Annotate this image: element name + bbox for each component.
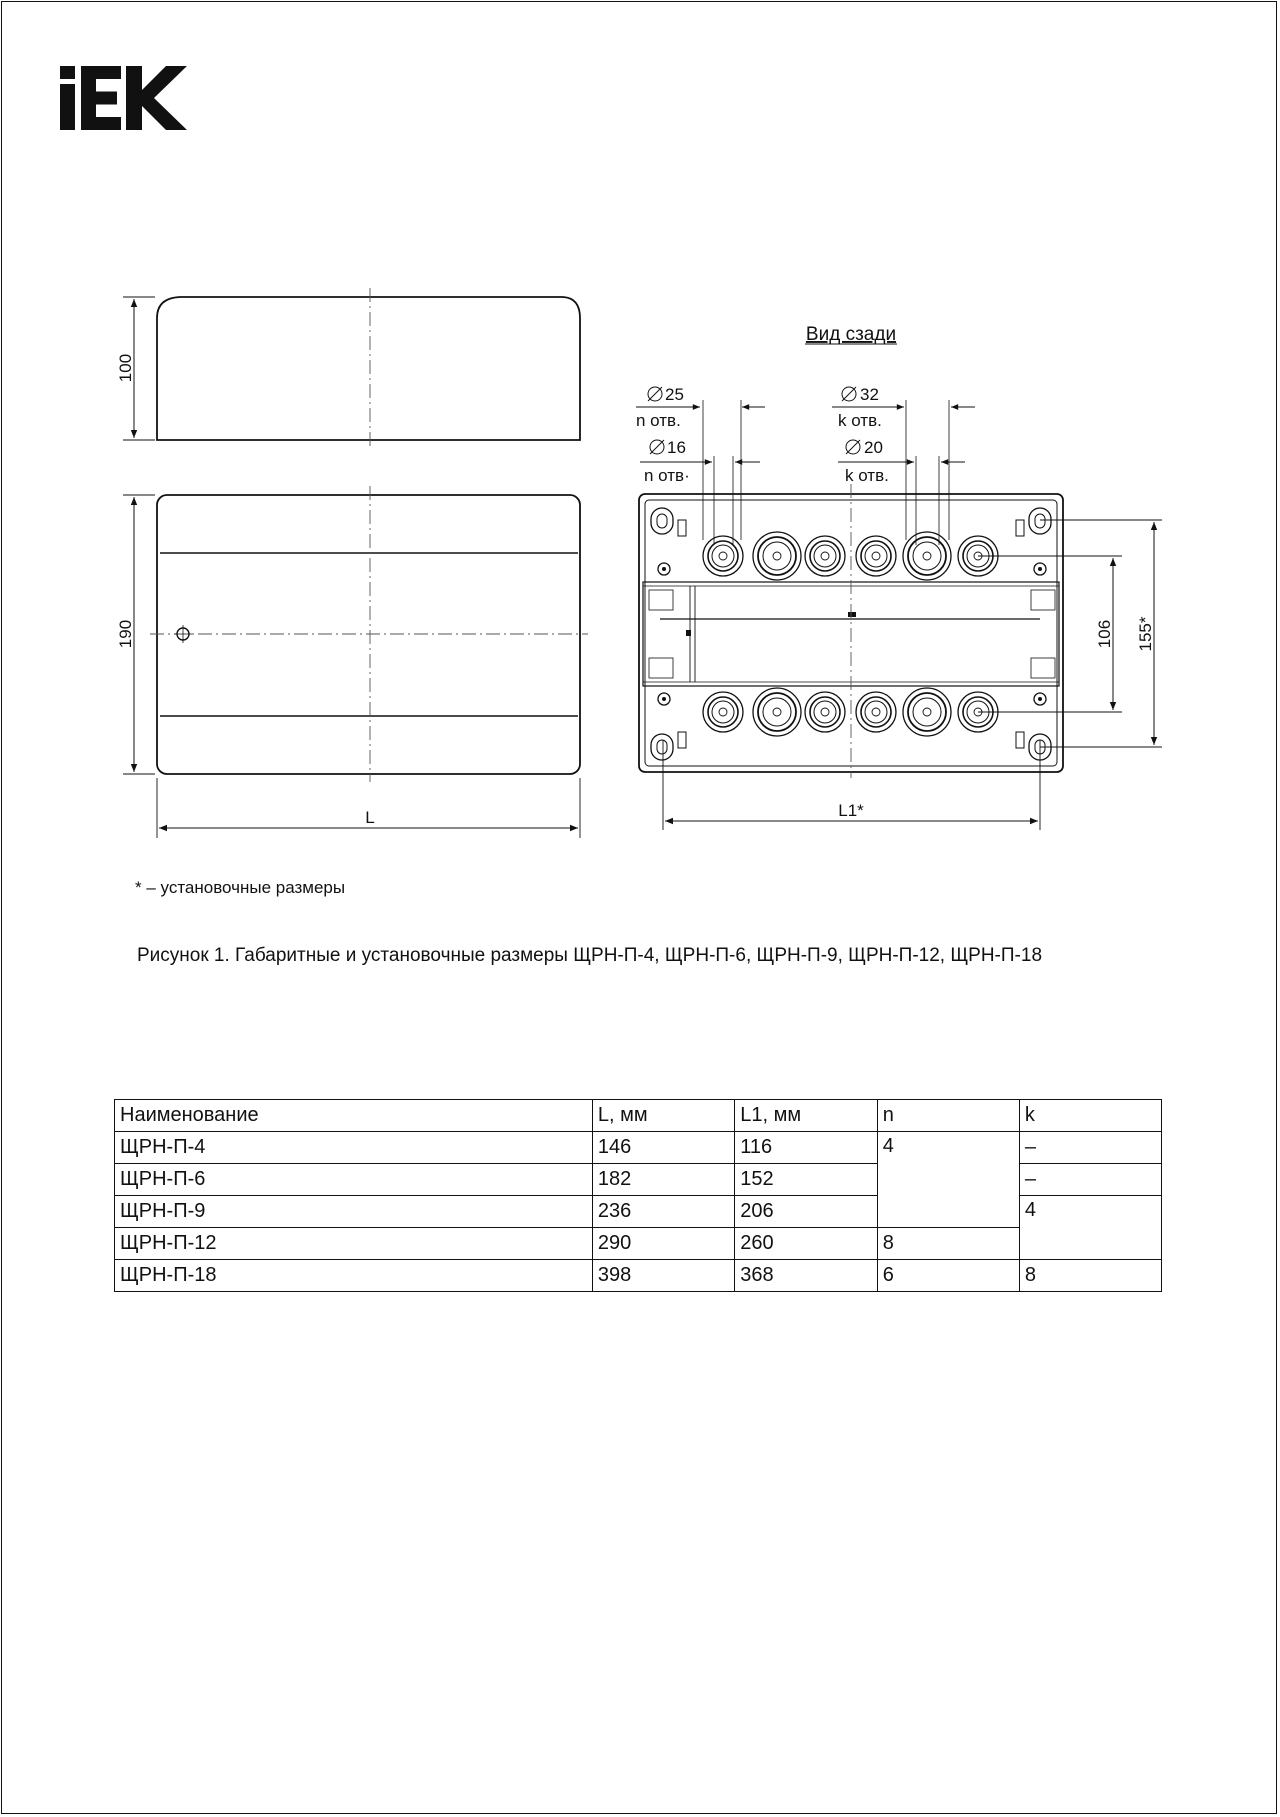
figure-caption: Рисунок 1. Габаритные и установочные размеры ЩРН-П-4, ЩРН-П-6, ЩРН-П-9, ЩРН-П-12, ЩРН-П-18	[137, 945, 1043, 966]
hole-25-diam: 25	[665, 385, 684, 404]
cell-n: 6	[877, 1260, 1019, 1292]
table-row	[115, 1132, 1162, 1164]
cell-name: ЩРН-П-18	[115, 1260, 593, 1292]
header-l1: L1, мм	[735, 1100, 877, 1132]
hole-32-diam: 32	[860, 385, 879, 404]
dim-height-front: 190	[116, 619, 135, 649]
dim-length-mount: L1*	[838, 801, 864, 820]
header-n: n	[877, 1100, 1019, 1132]
knockouts-bottom	[703, 688, 998, 736]
dim-length: L	[365, 808, 375, 827]
table-row	[115, 1228, 1162, 1260]
cell-name: ЩРН-П-9	[115, 1196, 593, 1228]
hole-16-count: n отв·	[644, 466, 690, 485]
cell-k: 8	[1019, 1260, 1161, 1292]
cell-l1: 152	[735, 1164, 877, 1196]
cell-l1: 368	[735, 1260, 877, 1292]
dimensions-table	[114, 1099, 1162, 1292]
cell-l1: 116	[735, 1132, 877, 1164]
cell-l: 398	[592, 1260, 734, 1292]
hole-20-diam: 20	[864, 438, 883, 457]
cell-l: 236	[592, 1196, 734, 1228]
dim-155: 155*	[1136, 616, 1155, 652]
header-name: Наименование	[115, 1100, 593, 1132]
cell-k: –	[1019, 1164, 1161, 1196]
cell-name: ЩРН-П-4	[115, 1132, 593, 1164]
cell-l1: 206	[735, 1196, 877, 1228]
header-k: k	[1019, 1100, 1161, 1132]
cell-l: 290	[592, 1228, 734, 1260]
cell-n: 8	[877, 1228, 1019, 1260]
dim-height-side: 100	[116, 353, 135, 383]
cell-n: 4	[877, 1132, 1019, 1228]
cell-k: 4	[1019, 1196, 1161, 1260]
side-view	[116, 288, 580, 450]
hole-callouts	[636, 385, 975, 545]
hole-20-count: k отв.	[845, 466, 889, 485]
cell-l1: 260	[735, 1228, 877, 1260]
hole-16-diam: 16	[667, 438, 686, 457]
rear-view-label: Вид сзади	[805, 324, 897, 345]
footnote: * – установочные размеры	[135, 878, 346, 897]
dim-106: 106	[1095, 619, 1114, 649]
table-header-row	[115, 1100, 1162, 1132]
rear-view	[636, 324, 1162, 830]
cell-l: 146	[592, 1132, 734, 1164]
header-l: L, мм	[592, 1100, 734, 1132]
hole-25-count: n отв.	[636, 411, 681, 430]
hole-32-count: k отв.	[838, 411, 882, 430]
table-row	[115, 1260, 1162, 1292]
front-view	[116, 486, 588, 838]
cell-name: ЩРН-П-6	[115, 1164, 593, 1196]
knockouts-top	[703, 532, 998, 580]
cell-k: –	[1019, 1132, 1161, 1164]
cell-l: 182	[592, 1164, 734, 1196]
cell-name: ЩРН-П-12	[115, 1228, 593, 1260]
